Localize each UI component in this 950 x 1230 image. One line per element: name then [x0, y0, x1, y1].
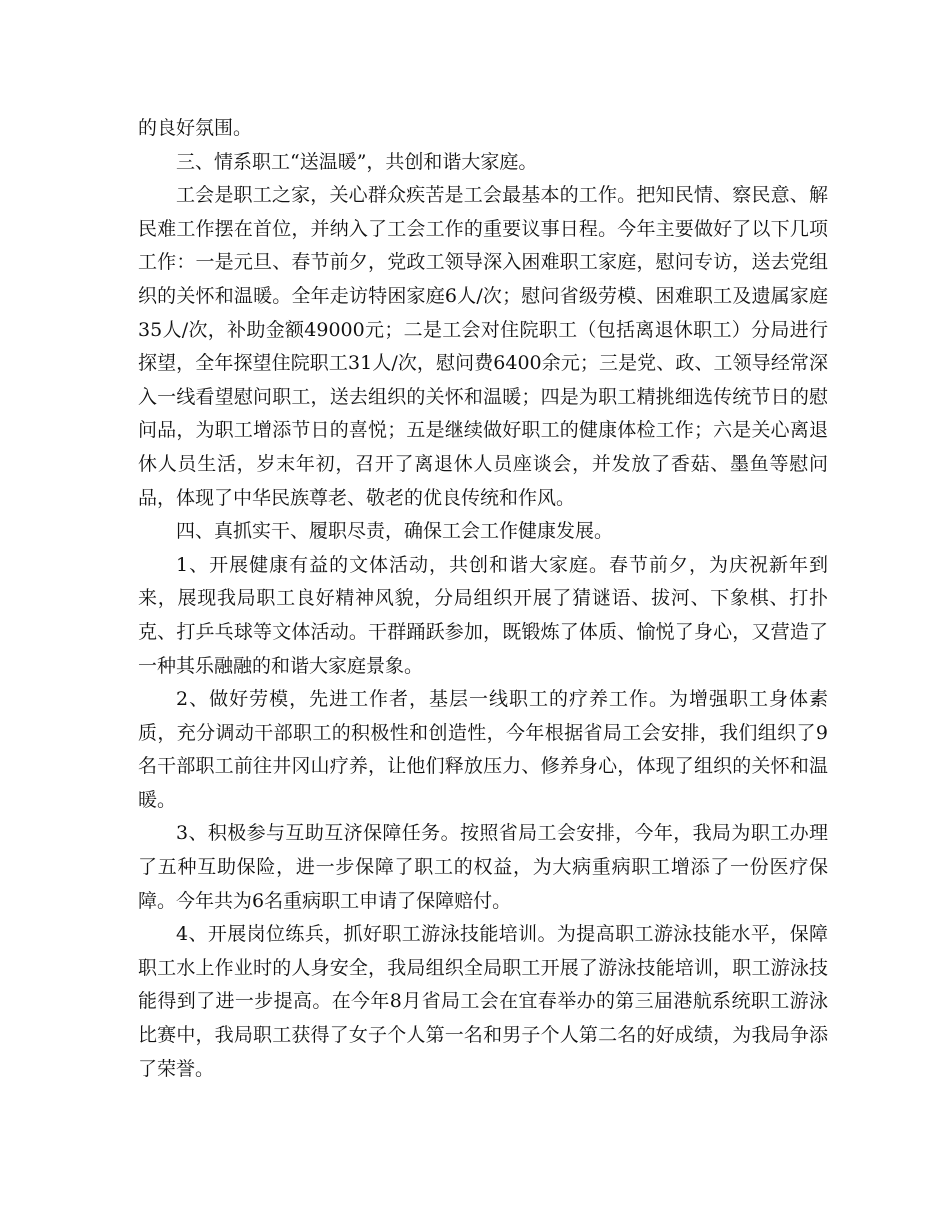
- section-heading-4: 四、真抓实干、履职尽责，确保工会工作健康发展。: [176, 520, 614, 543]
- paragraph-item-3: 3、积极参与互助互济保障任务。按照省局工会安排，今年，我局为职工办理了五种互助保险，进一步保障了职工的权益，为大病重病职工增添了一份医疗保障。今年共为6名重病职工申请了保障赔付。: [138, 822, 828, 912]
- paragraph-care-work: 工会是职工之家，关心群众疾苦是工会最基本的工作。把知民情、察民意、解民难工作摆在首位，并纳入了工会工作的重要议事日程。今年主要做好了以下几项工作：一是元旦、春节前夕，党政工领导深入困难职工家庭，慰问专访，送去党组织的关怀和温暖。全年走访特困家庭6人/次；慰问省级劳模、困难职工及遗属家庭35人/次，补助金额49000元；二是工会对住院职工（包括离退休职工）分局进行探望，全年探望住院职工31人/次，慰问费6400余元；三是党、政、工领导经常深入一线看望慰问职工，送去组织的关怀和温暖；四是为职工精挑细选传统节日的慰问品，为职工增添节日的喜悦；五是继续做好职工的健康体检工作；六是关心离退休人员生活，岁末年初，召开了离退休人员座谈会，并发放了香菇、墨鱼等慰问品，体现了中华民族尊老、敬老的优良传统和作风。: [138, 184, 828, 509]
- document-body: [138, 112, 828, 1086]
- paragraph-item-2: 2、做好劳模，先进工作者，基层一线职工的疗养工作。为增强职工身体素质，充分调动干部职工的积极性和创造性，今年根据省局工会安排，我们组织了9名干部职工前往井冈山疗养，让他们释放压力、修养身心，体现了组织的关怀和温暖。: [138, 688, 828, 811]
- paragraph-item-4: 4、开展岗位练兵，抓好职工游泳技能培训。为提高职工游泳技能水平，保障职工水上作业时的人身安全，我局组织全局职工开展了游泳技能培训，职工游泳技能得到了进一步提高。在今年8月省局工会在宜春举办的第三届港航系统职工游泳比赛中，我局职工获得了女子个人第一名和男子个人第二名的好成绩，为我局争添了荣誉。: [138, 923, 828, 1080]
- paragraph-continuation: 的良好氛围。: [138, 117, 253, 139]
- section-heading-3: 三、情系职工“送温暖”，共创和谐大家庭。: [176, 150, 538, 173]
- paragraph-item-1: 1、开展健康有益的文体活动，共创和谐大家庭。春节前夕，为庆祝新年到来，展现我局职工良好精神风貌，分局组织开展了猜谜语、拔河、下象棋、打扑克、打乒乓球等文体活动。干群踊跃参加，既锻炼了体质、愉悦了身心，又营造了一种其乐融融的和谐大家庭景象。: [138, 553, 828, 677]
